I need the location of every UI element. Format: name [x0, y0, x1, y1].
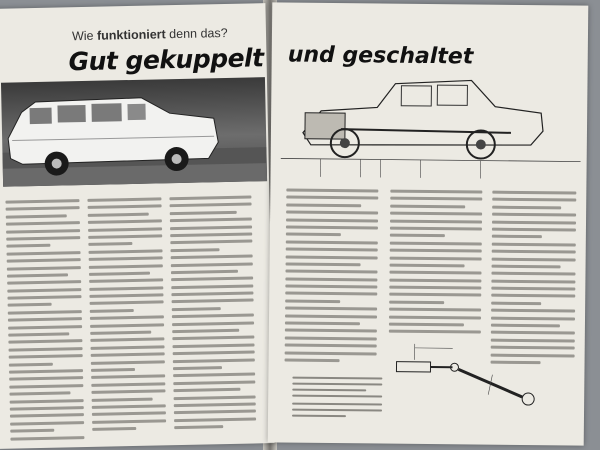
headline-left: Gut gekuppelt — [68, 43, 264, 77]
article-kicker: Wie funktioniert denn das? — [71, 25, 228, 44]
left-page — [0, 3, 275, 449]
station-wagon-photo-icon — [1, 77, 267, 187]
car-cutaway-diagram-icon — [280, 66, 581, 189]
text-column-4 — [285, 189, 379, 367]
figure-caption — [292, 377, 382, 422]
headline-right: und geschaltet — [287, 42, 474, 70]
text-column-1 — [5, 199, 84, 444]
text-column-3 — [169, 195, 256, 433]
text-column-5 — [389, 190, 483, 339]
gear-linkage-diagram-icon — [392, 334, 553, 416]
car-photo — [1, 77, 267, 187]
right-page — [268, 2, 589, 445]
text-column-2 — [87, 197, 166, 435]
